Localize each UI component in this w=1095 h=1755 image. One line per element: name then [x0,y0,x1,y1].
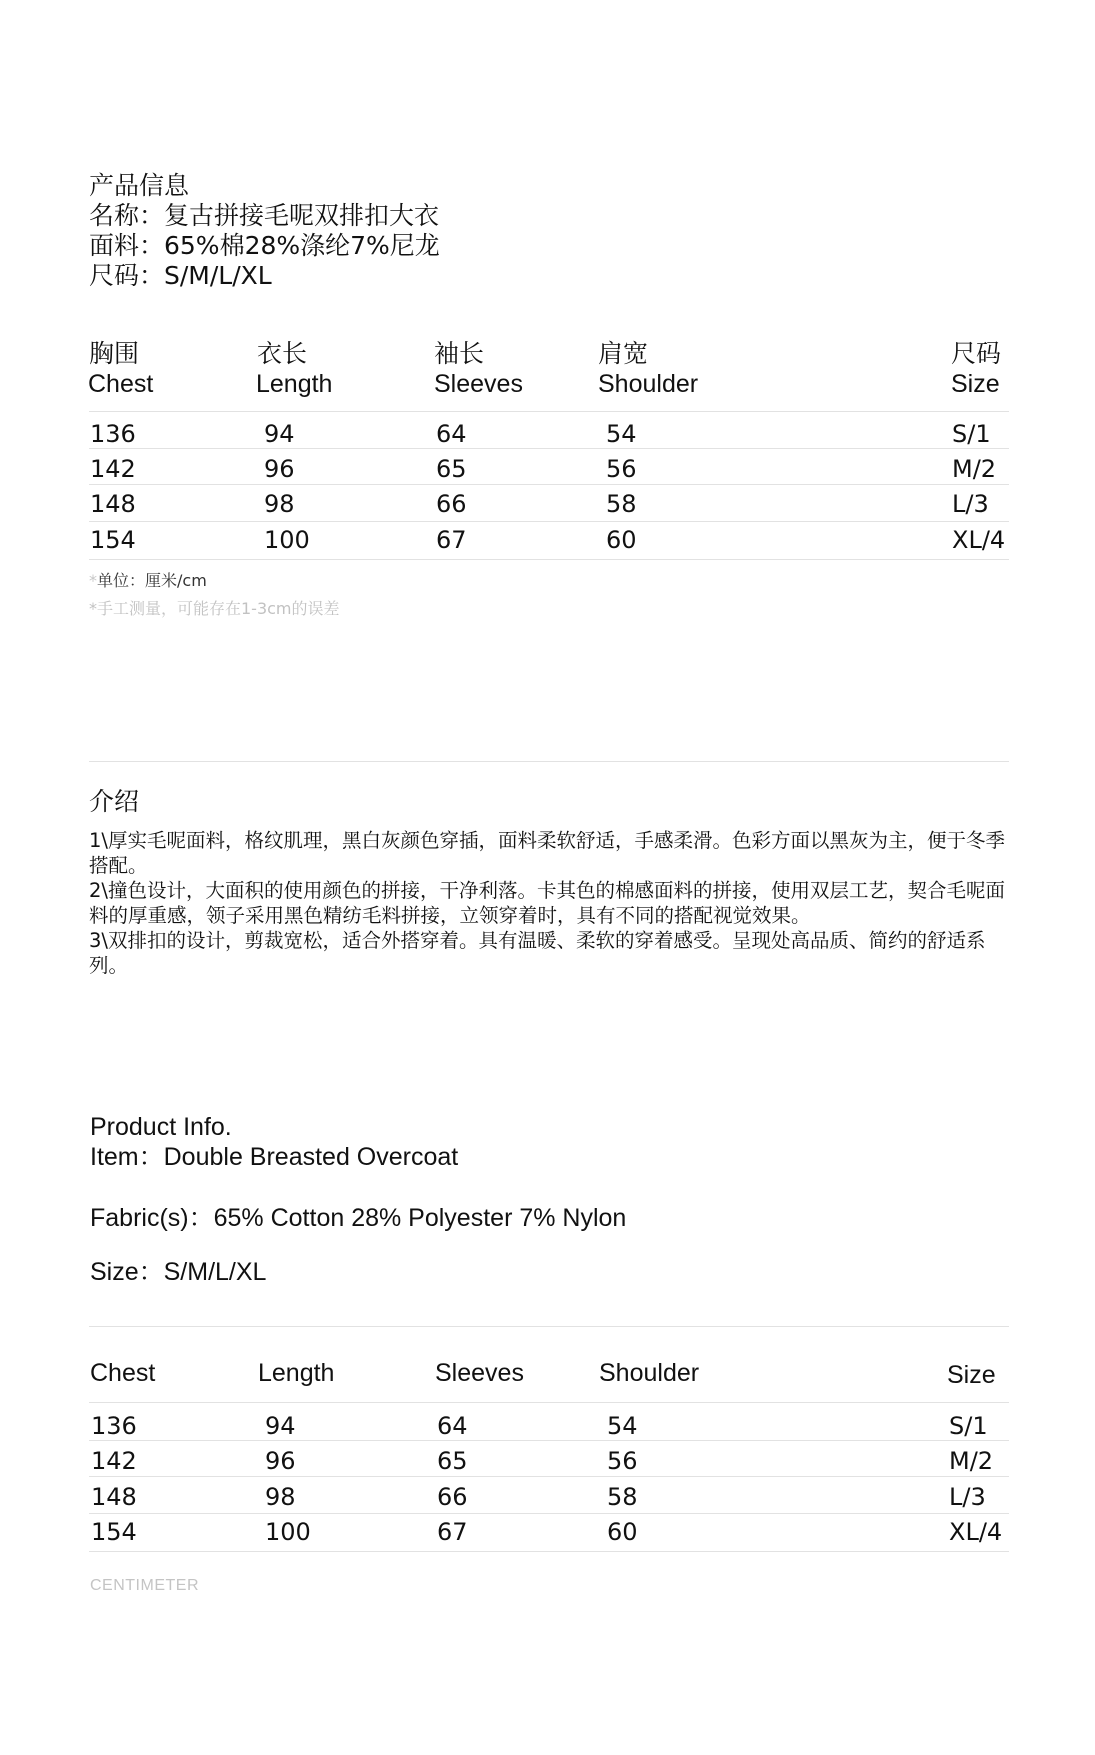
intro-paragraph: 2\撞色设计，大面积的使用颜色的拼接，干净利落。卡其色的棉感面料的拼接，使用双层工艺，契合毛呢面料的厚重感，领子采用黑色精纺毛料拼接，立领穿着时，具有不同的搭配视觉效果。 [89,879,1005,927]
en-cell-length: 98 [265,1483,296,1511]
cn-cell-chest: 136 [90,420,136,448]
cn-cell-size: XL/4 [952,526,1006,554]
cn-cell-sleeves: 64 [436,420,467,448]
cn-header-length-en: Length [256,370,333,398]
cn-cell-sleeves: 67 [436,526,467,554]
cn-unit-note [89,571,207,591]
cn-row-rule [89,484,1009,485]
cn-cell-size: L/3 [952,490,989,518]
cn-header-shoulder-cn: 肩宽 [598,340,649,368]
cn-info-fabric: 面料：65%棉28%涤纶7%尼龙 [89,231,440,260]
en-cell-sleeves: 66 [437,1483,468,1511]
cn-cell-shoulder: 54 [606,420,637,448]
cn-header-size-en: Size [951,370,1000,398]
cn-row-rule [89,521,1009,522]
cn-header-size-cn: 尺码 [951,340,1002,368]
intro-divider [89,761,1009,762]
cn-info-name: 名称：复古拼接毛呢双排扣大衣 [89,201,440,230]
en-row-rule [89,1476,1009,1477]
cn-info-size: 尺码：S/M/L/XL [89,261,272,290]
en-cell-shoulder: 58 [607,1483,638,1511]
cn-cell-length: 96 [264,455,295,483]
en-cell-length: 100 [265,1518,311,1546]
cn-header-sleeves-en: Sleeves [434,370,523,398]
cn-cell-length: 94 [264,420,295,448]
en-cell-sleeves: 64 [437,1412,468,1440]
en-header-chest: Chest [90,1359,156,1387]
cn-cell-size: M/2 [952,455,997,483]
en-cell-chest: 136 [91,1412,137,1440]
en-row-rule [89,1551,1009,1552]
en-cell-sleeves: 65 [437,1447,468,1475]
en-table-top-rule [89,1326,1009,1327]
cn-header-chest-cn: 胸围 [89,340,140,368]
intro-paragraph: 1\厚实毛呢面料，格纹肌理，黑白灰颜色穿插，面料柔软舒适，手感柔滑。色彩方面以黑灰为主，便于冬季搭配。 [89,829,1005,877]
intro-body [89,828,1009,978]
en-cell-shoulder: 54 [607,1412,638,1440]
en-header-shoulder: Shoulder [599,1359,700,1387]
en-cell-shoulder: 60 [607,1518,638,1546]
cn-error-note: *手工测量，可能存在1-3cm的误差 [89,599,340,618]
cn-row-rule [89,448,1009,449]
note-asterisk: * [89,571,97,590]
en-info-heading: Product Info. [90,1113,232,1141]
intro-title: 介绍 [89,787,140,816]
en-cell-size: L/3 [949,1483,986,1511]
en-cell-length: 94 [265,1412,296,1440]
cn-header-shoulder-en: Shoulder [598,370,699,398]
en-cell-sleeves: 67 [437,1518,468,1546]
en-cell-size: S/1 [949,1412,988,1440]
en-unit-note: CENTIMETER [90,1577,199,1594]
en-cell-chest: 154 [91,1518,137,1546]
cn-table-rule [89,411,1009,412]
cn-cell-chest: 148 [90,490,136,518]
cn-header-length-cn: 衣长 [257,340,308,368]
en-cell-size: XL/4 [949,1518,1003,1546]
en-header-length: Length [258,1359,335,1387]
en-cell-chest: 142 [91,1447,137,1475]
en-cell-shoulder: 56 [607,1447,638,1475]
cn-header-sleeves-cn: 袖长 [434,340,485,368]
en-header-sleeves: Sleeves [435,1359,524,1387]
en-header-rule [89,1402,1009,1403]
cn-cell-shoulder: 60 [606,526,637,554]
cn-header-chest-en: Chest [88,370,154,398]
intro-paragraph: 3\双排扣的设计，剪裁宽松，适合外搭穿着。具有温暖、柔软的穿着感受。呈现处高品质、简约的舒适系列。 [89,929,986,977]
en-row-rule [89,1440,1009,1441]
cn-cell-chest: 142 [90,455,136,483]
en-header-size: Size [947,1361,996,1389]
cn-cell-sleeves: 66 [436,490,467,518]
cn-cell-shoulder: 56 [606,455,637,483]
en-cell-size: M/2 [949,1447,994,1475]
cn-cell-shoulder: 58 [606,490,637,518]
cn-cell-length: 98 [264,490,295,518]
cn-cell-length: 100 [264,526,310,554]
en-row-rule [89,1513,1009,1514]
en-info-fabric: Fabric(s)：65% Cotton 28% Polyester 7% Nylon [90,1204,627,1232]
cn-cell-chest: 154 [90,526,136,554]
cn-cell-size: S/1 [952,420,991,448]
cn-cell-sleeves: 65 [436,455,467,483]
cn-unit-note-text: 单位：厘米/cm [97,571,207,590]
en-cell-length: 96 [265,1447,296,1475]
en-cell-chest: 148 [91,1483,137,1511]
en-info-item: Item：Double Breasted Overcoat [90,1143,459,1171]
en-info-size: Size：S/M/L/XL [90,1258,267,1286]
cn-row-rule [89,559,1009,560]
cn-info-heading: 产品信息 [89,171,190,200]
